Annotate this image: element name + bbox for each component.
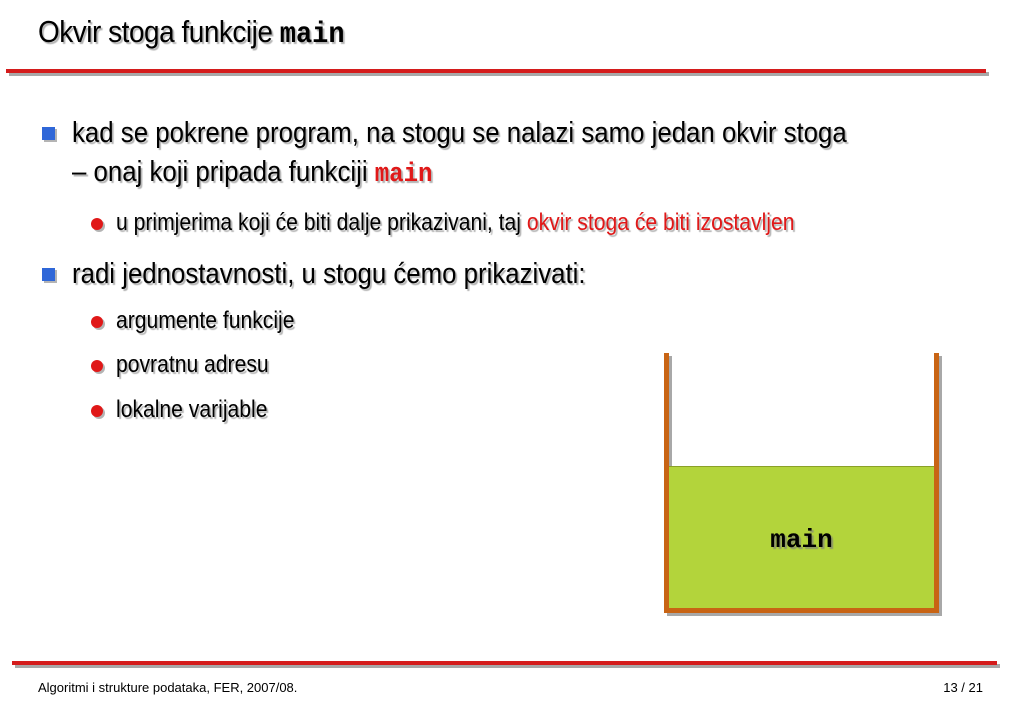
sub-bullet-highlight: okvir stoga će biti izostavljen	[526, 209, 795, 236]
bullet-1-line-2-text: – onaj koji pripada funkciji	[72, 156, 375, 188]
footer-divider	[12, 661, 997, 665]
round-bullet-icon	[91, 405, 103, 417]
title-divider	[6, 69, 986, 73]
bullet-2-line-1: radi jednostavnosti, u stogu ćemo prikazivati:	[72, 258, 586, 290]
bullet-1-line-1: kad se pokrene program, na stogu se nalazi samo jedan okvir stoga	[72, 117, 847, 149]
square-bullet-icon	[42, 268, 55, 281]
slide-title-code: main	[279, 18, 345, 52]
stack-frame-label: main	[770, 525, 833, 555]
footer-page-number: 13 / 21	[943, 680, 983, 695]
stack-right-wall	[934, 353, 939, 611]
slide-title-text: Okvir stoga funkcije	[38, 14, 280, 49]
round-bullet-icon	[91, 218, 103, 230]
stack-floor	[664, 608, 939, 613]
round-bullet-icon	[91, 360, 103, 372]
slide-title	[38, 14, 345, 52]
sub-bullet-2-1: argumente funkcije	[116, 307, 295, 334]
square-bullet-icon	[42, 127, 55, 140]
round-bullet-icon	[91, 316, 103, 328]
bullet-1-line-2	[72, 155, 432, 193]
sub-bullet-2-2: povratnu adresu	[116, 351, 269, 378]
bullet-1-code: main	[374, 160, 433, 190]
sub-bullet-2-3: lokalne varijable	[116, 396, 268, 423]
sub-bullet-1-1	[116, 209, 794, 237]
stack-frame-main	[669, 466, 934, 609]
footer-course: Algoritmi i strukture podataka, FER, 2007/08.	[38, 680, 298, 695]
sub-bullet-text: u primjerima koji će biti dalje prikazivani, taj	[116, 209, 527, 236]
